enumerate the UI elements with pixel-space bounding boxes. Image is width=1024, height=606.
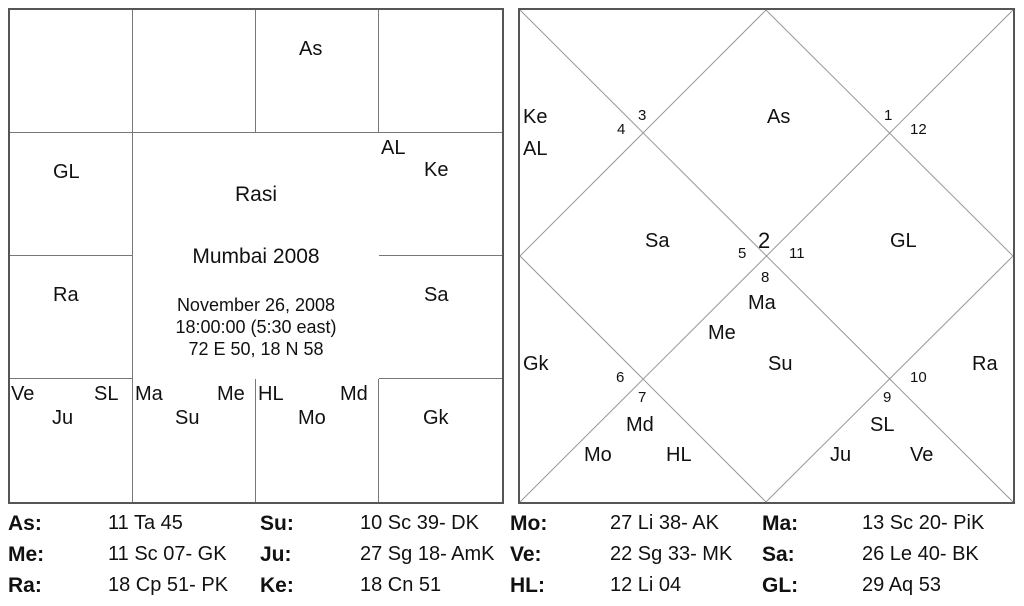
cell-gemini <box>379 10 502 133</box>
planet-label: Ra <box>972 353 998 375</box>
cell-aries <box>133 10 256 133</box>
cell-leo <box>379 256 502 379</box>
planet-key: As: <box>8 512 42 535</box>
planet-label: Ke <box>523 106 548 128</box>
planet-value: 26 Le 40- BK <box>862 543 979 565</box>
planet-value: 29 Aq 53 <box>862 574 941 596</box>
planet-label: AL <box>523 138 548 160</box>
planet-key: Ke: <box>260 574 294 597</box>
planet-label: Ma <box>748 292 776 314</box>
planet-label: Su <box>175 407 200 429</box>
planet-label: Ju <box>52 407 74 429</box>
planet-key: Ju: <box>260 543 292 566</box>
planet-label: GL <box>890 230 917 252</box>
house-number: 3 <box>638 107 647 124</box>
planet-label: SL <box>94 383 119 405</box>
cell-virgo <box>379 379 502 502</box>
planet-key: Ra: <box>8 574 42 597</box>
planet-label: Md <box>626 414 654 436</box>
planet-label: HL <box>666 444 692 466</box>
north-indian-chart <box>518 8 1015 504</box>
house-number: 7 <box>638 389 647 406</box>
planet-label: Ve <box>11 383 35 405</box>
planet-label: SL <box>870 414 895 436</box>
planet-label: Mo <box>584 444 612 466</box>
chart-center-info <box>133 133 379 379</box>
planet-key: Su: <box>260 512 294 535</box>
planet-value: 27 Li 38- AK <box>610 512 719 534</box>
house-number: 1 <box>884 107 893 124</box>
house-number: 8 <box>761 269 770 286</box>
planet-value: 12 Li 04 <box>610 574 682 596</box>
planet-label: Gk <box>523 353 549 375</box>
cell-aquarius <box>10 133 133 256</box>
birth-date: November 26, 2008 <box>176 295 336 315</box>
planet-value: 18 Cp 51- PK <box>108 574 229 596</box>
planet-key: Mo: <box>510 512 548 535</box>
planet-value: 11 Sc 07- GK <box>108 543 227 565</box>
house-number: 6 <box>616 369 625 386</box>
planet-label: Gk <box>423 407 449 429</box>
planet-label: Ma <box>135 383 163 405</box>
planet-label: Me <box>217 383 245 405</box>
planet-label: AL <box>381 137 406 159</box>
chart-place: Mumbai 2008 <box>192 245 320 268</box>
planet-key: HL: <box>510 574 545 597</box>
planet-value: 11 Ta 45 <box>108 512 183 534</box>
planet-value: 22 Sg 33- MK <box>610 543 733 565</box>
cell-libra <box>256 379 379 502</box>
planet-label: Ra <box>53 284 79 306</box>
planet-label: GL <box>53 161 80 183</box>
cell-sagittarius <box>10 379 133 502</box>
planet-label: Ke <box>424 159 449 181</box>
planet-key: Me: <box>8 543 45 566</box>
cell-taurus <box>256 10 379 133</box>
table-row <box>8 512 1016 542</box>
birth-coordinates: 72 E 50, 18 N 58 <box>188 339 324 359</box>
cell-scorpio <box>133 379 256 502</box>
planet-label: Su <box>768 353 793 375</box>
house-number: 12 <box>910 121 927 138</box>
house-number: 10 <box>910 369 927 386</box>
house-number-1st: 2 <box>758 228 771 253</box>
planet-key: GL: <box>762 574 799 597</box>
planet-key: Ma: <box>762 512 799 535</box>
cell-capricorn <box>10 256 133 379</box>
north-chart-lines <box>520 10 1013 502</box>
planet-key: Sa: <box>762 543 795 566</box>
planet-key: Ve: <box>510 543 542 566</box>
cell-cancer <box>379 133 502 256</box>
planet-value: 27 Sg 18- AmK <box>360 543 495 565</box>
planet-value: 18 Cn 51 <box>360 574 442 596</box>
table-row <box>8 574 1016 604</box>
planet-value: 13 Sc 20- PiK <box>862 512 985 534</box>
planet-label: Me <box>708 322 736 344</box>
planet-label: Ve <box>910 444 934 466</box>
planet-label: Sa <box>645 230 670 252</box>
house-number: 11 <box>789 245 805 262</box>
south-indian-chart <box>8 8 504 504</box>
planet-label: HL <box>258 383 284 405</box>
cell-pisces <box>10 10 133 133</box>
house-number: 4 <box>617 121 626 138</box>
planet-label: As <box>299 38 323 60</box>
birth-time: 18:00:00 (5:30 east) <box>175 317 337 337</box>
planet-label: As <box>767 106 791 128</box>
chart-title: Rasi <box>234 183 277 206</box>
planet-label: Ju <box>830 444 852 466</box>
house-number: 5 <box>738 245 747 262</box>
planet-label: Sa <box>424 284 449 306</box>
house-number: 9 <box>883 389 892 406</box>
planet-value: 10 Sc 39- DK <box>360 512 479 534</box>
planet-label: Md <box>340 383 368 405</box>
planet-label: Mo <box>298 407 326 429</box>
table-row <box>8 543 1016 573</box>
